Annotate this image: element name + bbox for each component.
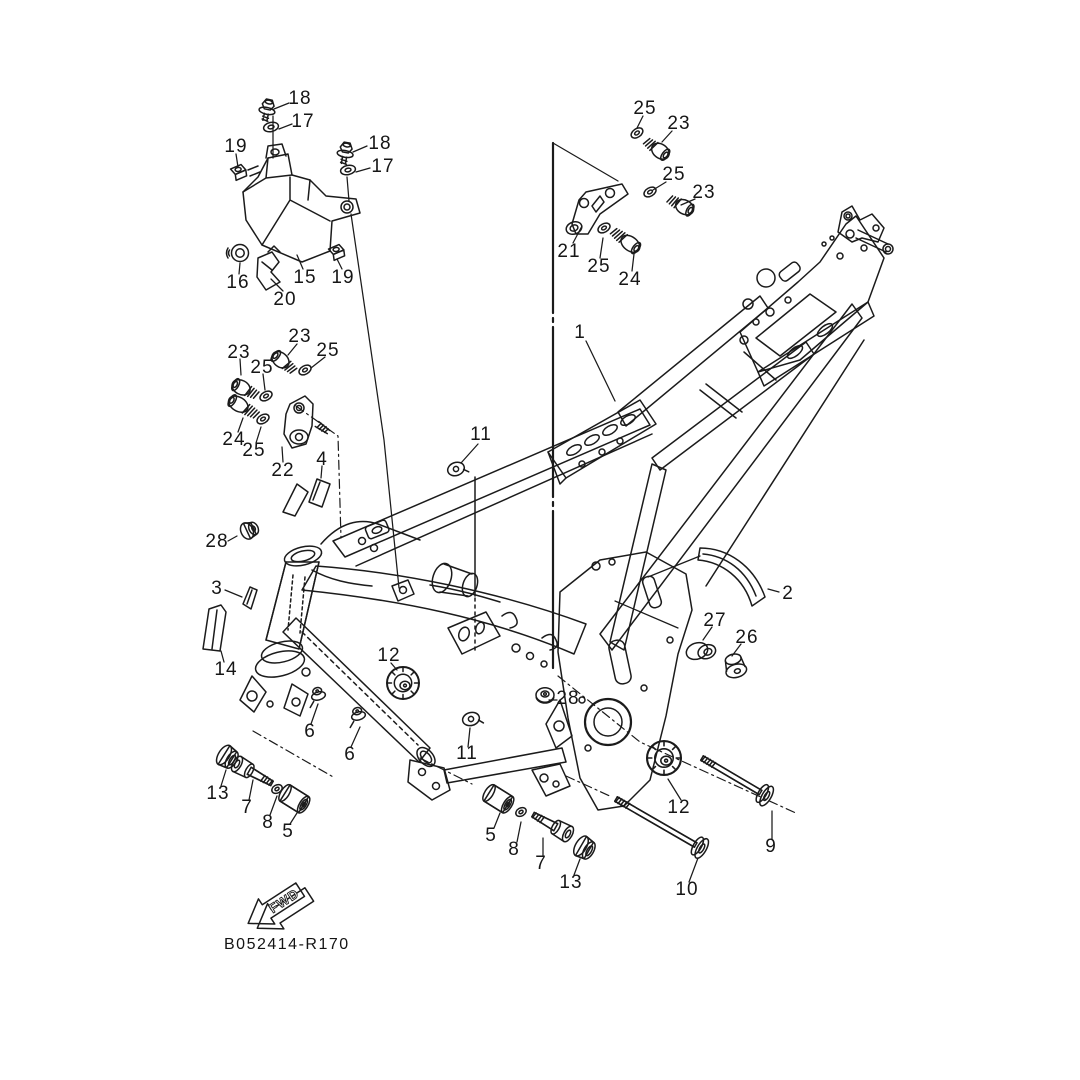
main-spar-upper: [333, 409, 652, 566]
damper-12a: [387, 667, 419, 699]
washer-25a: [629, 126, 644, 140]
cap-13b: [571, 834, 599, 863]
part-label-25-22: 25: [242, 440, 266, 461]
part-label-20-8: 20: [273, 289, 297, 310]
washer-17a: [263, 121, 280, 133]
part-labels: [205, 88, 793, 900]
part-label-11-36: 11: [456, 743, 478, 764]
part-label-25-19: 25: [316, 340, 340, 361]
part-label-14-28: 14: [214, 659, 238, 680]
diagram-code: B052414-R170: [224, 936, 350, 953]
part-label-4-24: 4: [316, 449, 328, 470]
bolt-6a: [306, 686, 328, 708]
part-label-12-37: 12: [667, 797, 691, 818]
washer-11b: [461, 710, 483, 728]
washer-25e: [258, 389, 273, 403]
bolt-23a: [642, 135, 672, 162]
bolt-7b: [529, 807, 576, 843]
fwd-arrow: [240, 874, 317, 943]
part-label-23-12: 23: [692, 182, 716, 203]
bolt-24a: [609, 225, 643, 256]
leader-lines: [221, 103, 779, 882]
washer-25c: [596, 221, 611, 235]
subframe-rails: [618, 296, 814, 470]
part-label-2-29: 2: [782, 583, 794, 604]
part-label-6-35: 6: [344, 744, 356, 765]
part-label-26-31: 26: [735, 627, 759, 648]
fwd-label: FWD: [266, 885, 302, 916]
part-label-3-27: 3: [211, 578, 223, 599]
part-label-27-30: 27: [703, 610, 727, 631]
protector-2: [698, 548, 765, 606]
part-label-23-18: 23: [227, 342, 251, 363]
collar-5b: [480, 783, 516, 815]
part-label-1-16: 1: [574, 322, 586, 343]
part-label-15-6: 15: [293, 267, 317, 288]
plate-14: [203, 605, 226, 651]
part-label-28-26: 28: [205, 531, 229, 552]
part-label-18-3: 18: [368, 133, 392, 154]
part-label-25-11: 25: [662, 164, 686, 185]
frame-body: [240, 206, 893, 810]
part-label-25-20: 25: [250, 357, 274, 378]
part-label-8-43: 8: [508, 839, 520, 860]
part-label-19-7: 19: [331, 267, 355, 288]
bolt-18a: [257, 98, 277, 122]
down-tube: [283, 618, 450, 800]
bracket-22: [284, 396, 330, 448]
part-label-13-38: 13: [206, 783, 230, 804]
part-label-13-45: 13: [559, 872, 583, 893]
main-spar-lower: [302, 561, 586, 654]
part-label-23-10: 23: [667, 113, 691, 134]
washer-25b: [642, 185, 657, 199]
part-label-16-5: 16: [226, 272, 250, 293]
part-label-10-47: 10: [675, 879, 699, 900]
part-label-23-17: 23: [288, 326, 312, 347]
part-label-7-39: 7: [241, 797, 253, 818]
part-label-9-46: 9: [765, 836, 777, 857]
grommet-16: [227, 245, 249, 262]
plate-4: [283, 479, 330, 516]
clip-19a: [230, 164, 247, 181]
part-label-5-41: 5: [282, 821, 294, 842]
part-label-17-1: 17: [291, 111, 315, 132]
washer-11a: [446, 459, 469, 478]
cross-brace: [548, 400, 656, 484]
part-label-21-13: 21: [557, 241, 581, 262]
spar-tab: [359, 519, 390, 551]
plug-26: [722, 652, 748, 680]
part-label-6-34: 6: [304, 721, 316, 742]
part-label-22-23: 22: [271, 460, 295, 481]
nut-28b: [536, 688, 554, 703]
part-label-24-21: 24: [222, 429, 246, 450]
bolt-18b: [336, 141, 355, 165]
grommet-27: [684, 637, 718, 665]
bolt-10: [611, 789, 712, 860]
damper-12b: [647, 741, 681, 775]
reference-lines: [475, 143, 553, 668]
washer-17b: [340, 164, 357, 176]
part-label-8-40: 8: [262, 812, 274, 833]
band-20: [257, 246, 280, 290]
bolt-9: [696, 749, 776, 808]
plate-3: [243, 587, 257, 609]
mount-tab: [392, 580, 414, 601]
center-brackets: [448, 612, 557, 667]
bracket-21: [564, 184, 628, 236]
part-label-25-14: 25: [587, 256, 611, 277]
part-label-19-2: 19: [224, 136, 248, 157]
part-label-25-9: 25: [633, 98, 657, 119]
part-label-28-33: 28: [556, 688, 580, 709]
part-label-11-25: 11: [470, 424, 492, 445]
part-label-24-15: 24: [618, 269, 642, 290]
part-label-12-32: 12: [377, 645, 401, 666]
grommet-28a: [238, 518, 261, 541]
pivot-plate: [546, 552, 692, 810]
part-label-18-0: 18: [288, 88, 312, 109]
washer-8b: [514, 806, 528, 818]
part-label-17-4: 17: [371, 156, 395, 177]
seat-rails: [600, 304, 864, 650]
head-tube: [240, 543, 324, 716]
part-label-7-44: 7: [535, 853, 547, 874]
part-label-5-42: 5: [485, 825, 497, 846]
washer-25d: [297, 363, 312, 377]
